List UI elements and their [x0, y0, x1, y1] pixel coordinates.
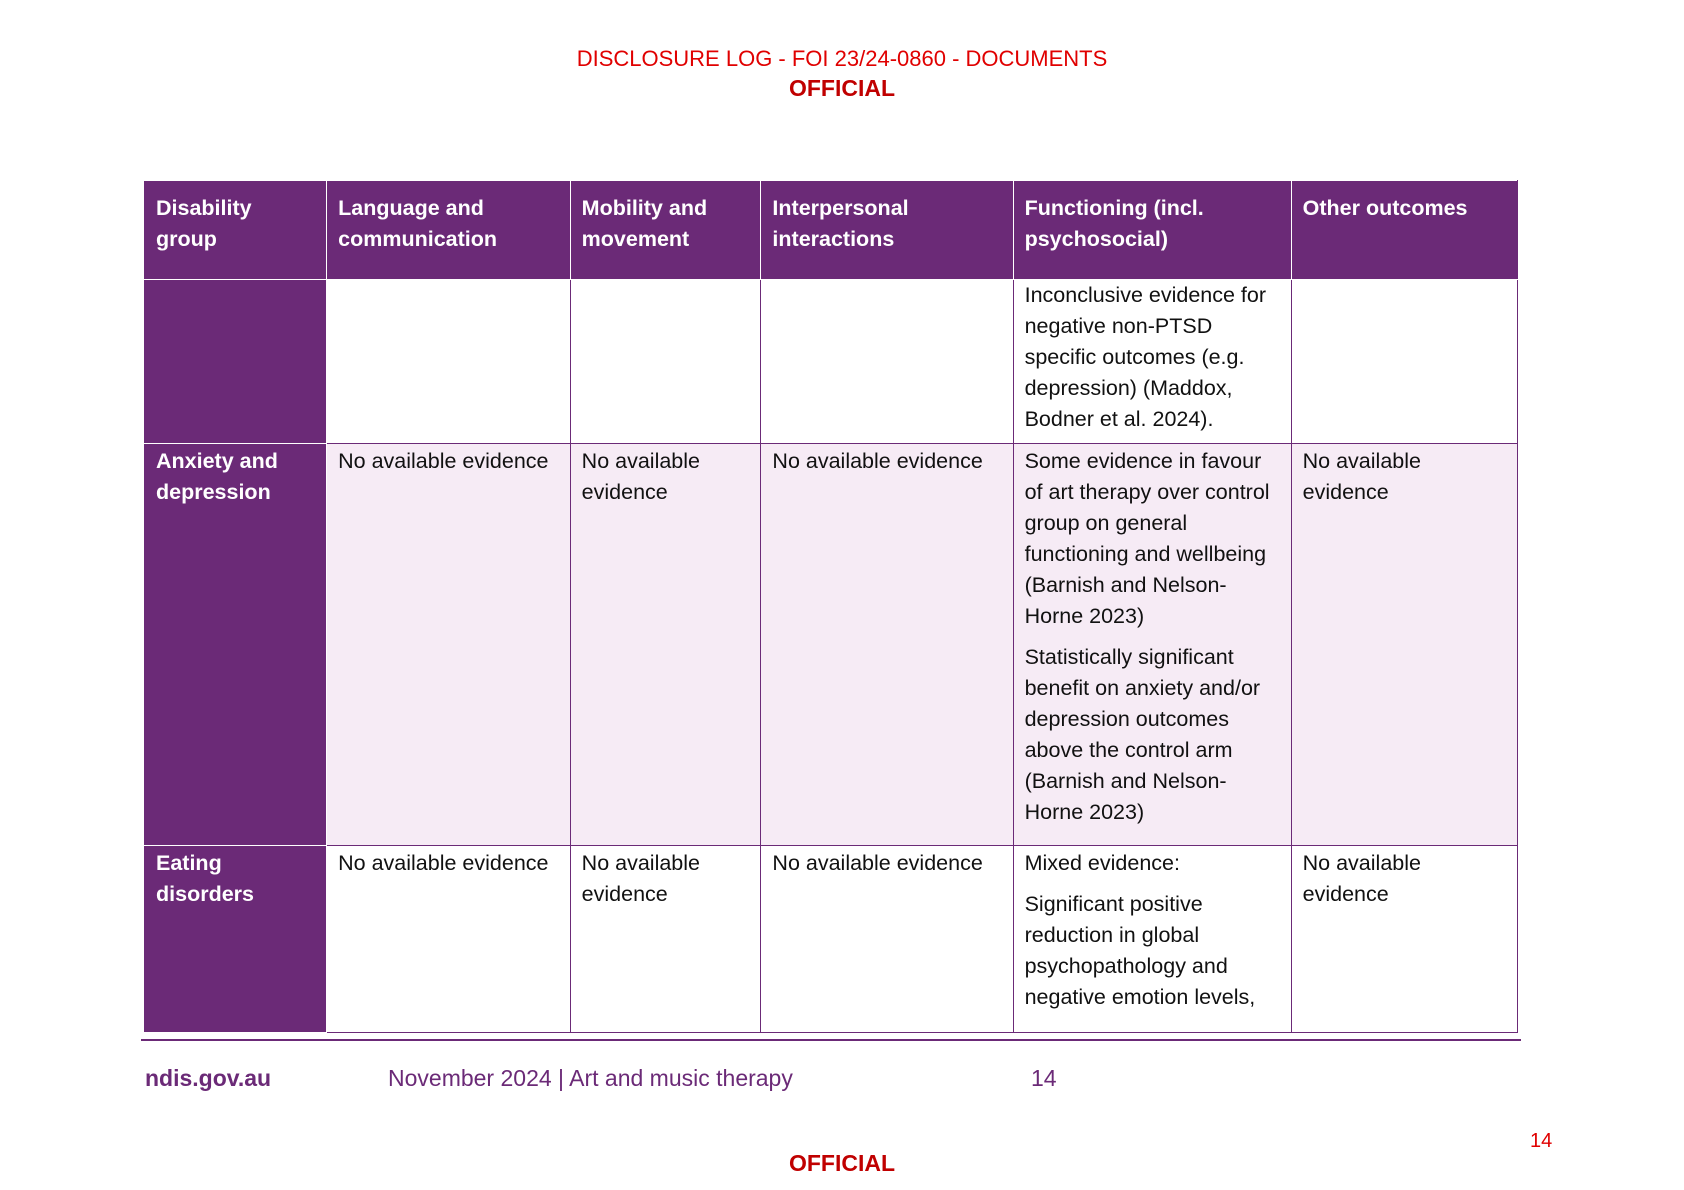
mobility-cell [570, 280, 761, 444]
interpersonal-cell: No available evidence [761, 846, 1013, 1033]
language-cell: No available evidence [327, 846, 571, 1033]
mobility-cell: No available evidence [570, 444, 761, 846]
evidence-table [144, 180, 1518, 1033]
functioning-cell [1013, 846, 1291, 1033]
column-header: Functioning (incl. psychosocial) [1013, 181, 1291, 280]
language-cell [327, 280, 571, 444]
other-outcomes-cell [1291, 280, 1517, 444]
classification-footer: OFFICIAL [788, 1150, 896, 1176]
language-cell: No available evidence [327, 444, 571, 846]
functioning-cell [1013, 444, 1291, 846]
disability-group-cell: Anxiety and depression [145, 444, 327, 846]
table-header-row [145, 181, 1518, 280]
interpersonal-cell [761, 280, 1013, 444]
interpersonal-cell: No available evidence [761, 444, 1013, 846]
other-outcomes-cell: No available evidence [1291, 444, 1517, 846]
footer-document-title: November 2024 | Art and music therapy [388, 1065, 793, 1091]
table-row [145, 444, 1518, 846]
column-header: Interpersonal interactions [761, 181, 1013, 280]
table-row [145, 280, 1518, 444]
table-row [145, 846, 1518, 1033]
mobility-cell: No available evidence [570, 846, 761, 1033]
disability-group-cell [145, 280, 327, 444]
functioning-text: Statistically significant benefit on anxiety and/or depression outcomes above the control arm (Barnish and Nelson-Horne 2023) [1024, 645, 1261, 824]
classification-header: OFFICIAL [788, 75, 896, 101]
functioning-text: Inconclusive evidence for negative non-PTSD specific outcomes (e.g. depression) (Maddox, Bodner et al. 2024). [1024, 283, 1267, 431]
disclosure-log-header: DISCLOSURE LOG - FOI 23/24-0860 - DOCUMENTS [576, 46, 1108, 71]
functioning-text: Some evidence in favour of art therapy over control group on general functioning and wellbeing (Barnish and Nelson-Horne 2023) [1024, 449, 1270, 628]
footer-divider [141, 1039, 1521, 1041]
functioning-text: Mixed evidence: [1024, 851, 1180, 875]
disability-group-cell: Eating disorders [145, 846, 327, 1033]
disclosure-page-number: 14 [1530, 1130, 1553, 1152]
column-header: Mobility and movement [570, 181, 761, 280]
footer-site-link: ndis.gov.au [145, 1065, 272, 1091]
footer-page-number: 14 [1031, 1065, 1057, 1091]
functioning-cell [1013, 280, 1291, 444]
column-header: Language and communication [327, 181, 571, 280]
column-header: Other outcomes [1291, 181, 1517, 280]
functioning-text: Significant positive reduction in global psychopathology and negative emotion levels, [1024, 892, 1256, 1009]
other-outcomes-cell: No available evidence [1291, 846, 1517, 1033]
column-header: Disability group [145, 181, 327, 280]
